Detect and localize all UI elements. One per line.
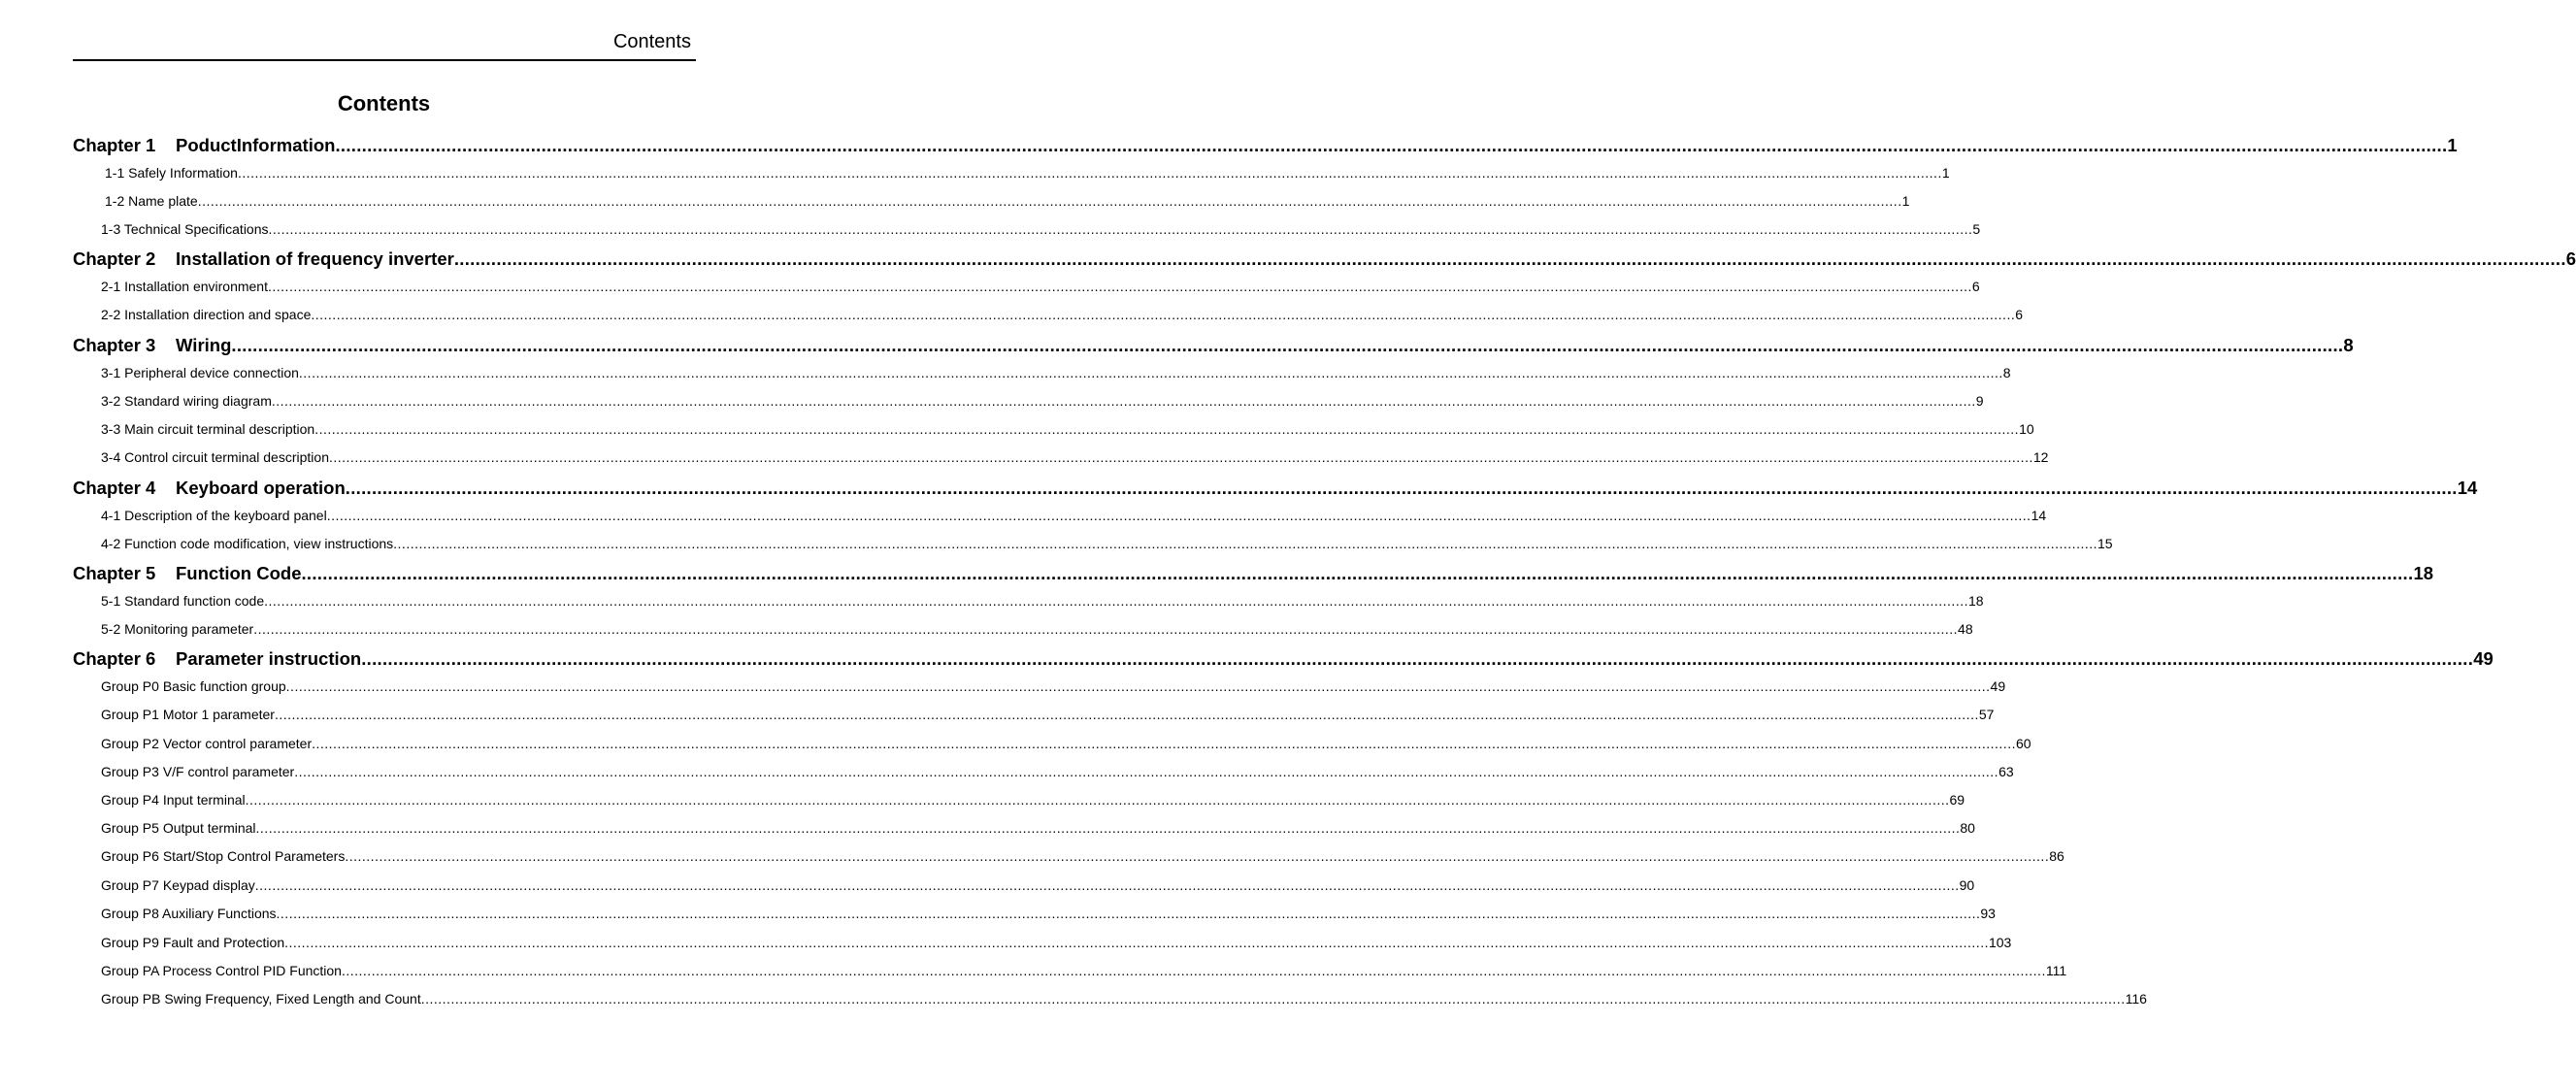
toc-page-number: 14: [2031, 508, 2047, 523]
toc-page-number: 6: [2015, 307, 2024, 322]
toc-page-number: 14: [2457, 478, 2478, 498]
dot-leader: ................................................................................................................................................................................................................................................................................................................................................................................................................: [361, 648, 2474, 669]
toc-section-entry[interactable]: [101, 364, 2011, 381]
toc-section-entry[interactable]: [101, 791, 1965, 808]
toc-page-number: 6: [2565, 248, 2576, 269]
toc-section-entry[interactable]: [101, 706, 1995, 723]
toc-section-entry[interactable]: [101, 535, 2113, 552]
toc-page-number: 93: [1980, 906, 1996, 921]
dot-leader: ................................................................................................................................................................................................................................................................................................................................................................................................................: [298, 365, 2003, 380]
toc-chapter-entry[interactable]: [73, 647, 2493, 671]
dot-leader: ................................................................................................................................................................................................................................................................................................................................................................................................................: [453, 248, 2566, 269]
toc-page-number: 1: [1941, 165, 1950, 181]
toc-section-title: 3-4 Control circuit terminal description: [101, 449, 329, 465]
toc-section-title: 5-2 Monitoring parameter: [101, 621, 254, 637]
toc-chapter-title: PoductInformation: [176, 135, 336, 155]
toc-section-title: 2-1 Installation environment: [101, 279, 268, 294]
dot-leader: ................................................................................................................................................................................................................................................................................................................................................................................................................: [274, 707, 1979, 722]
toc-page-number: 18: [1967, 593, 1984, 609]
toc-section-entry[interactable]: [101, 507, 2047, 524]
toc-page-number: 80: [1960, 820, 1975, 836]
toc-entry-label: [73, 248, 454, 271]
dot-leader: ................................................................................................................................................................................................................................................................................................................................................................................................................: [255, 820, 1961, 836]
running-header: Contents: [612, 31, 691, 52]
toc-section-title: Group P3 V/F control parameter: [101, 764, 295, 779]
toc-section-entry[interactable]: [101, 962, 2067, 979]
toc-page-number: 57: [1978, 707, 1995, 722]
dot-leader: ................................................................................................................................................................................................................................................................................................................................................................................................................: [268, 221, 1973, 237]
toc-section-title: 4-1 Description of the keyboard panel: [101, 508, 327, 523]
toc-page-number: 1: [2447, 135, 2458, 155]
toc-section-entry[interactable]: [101, 592, 1984, 610]
toc-chapter-title: Parameter instruction: [176, 648, 362, 669]
toc-section-title: 3-1 Peripheral device connection: [101, 365, 299, 380]
dot-leader: ................................................................................................................................................................................................................................................................................................................................................................................................................: [335, 135, 2448, 155]
toc-section-title: 1-2 Name plate: [105, 193, 198, 209]
dot-leader: ................................................................................................................................................................................................................................................................................................................................................................................................................: [301, 563, 2414, 583]
toc-section-entry[interactable]: [101, 306, 2024, 323]
dot-leader: ................................................................................................................................................................................................................................................................................................................................................................................................................: [326, 508, 2031, 523]
toc-entry-label: [73, 334, 231, 357]
toc-page-number: 111: [2045, 963, 2067, 978]
toc-section-entry[interactable]: [101, 420, 2034, 438]
dot-leader: ................................................................................................................................................................................................................................................................................................................................................................................................................: [285, 678, 1991, 694]
toc-entry-label: [73, 134, 335, 157]
toc-section-entry[interactable]: [105, 192, 1910, 210]
toc-section-title: 2-2 Installation direction and space: [101, 307, 312, 322]
toc-section-entry[interactable]: [101, 677, 2006, 695]
dot-leader: ................................................................................................................................................................................................................................................................................................................................................................................................................: [341, 963, 2046, 978]
toc-section-entry[interactable]: [101, 278, 1980, 295]
toc-section-title: Group P7 Keypad display: [101, 877, 255, 893]
toc-section-title: Group P6 Start/Stop Control Parameters: [101, 848, 346, 864]
dot-leader: ................................................................................................................................................................................................................................................................................................................................................................................................................: [294, 764, 1999, 779]
dot-leader: ................................................................................................................................................................................................................................................................................................................................................................................................................: [268, 279, 1972, 294]
toc-section-entry[interactable]: [101, 392, 1984, 410]
dot-leader: ................................................................................................................................................................................................................................................................................................................................................................................................................: [311, 307, 2016, 322]
dot-leader: ................................................................................................................................................................................................................................................................................................................................................................................................................: [420, 991, 2126, 1006]
dot-leader: ................................................................................................................................................................................................................................................................................................................................................................................................................: [328, 449, 2033, 465]
toc-section-title: 3-2 Standard wiring diagram: [101, 393, 272, 409]
toc-page-number: 15: [2097, 536, 2113, 551]
toc-page-number: 49: [2473, 648, 2493, 669]
toc-section-title: Group PA Process Control PID Function: [101, 963, 342, 978]
toc-page-number: 8: [2002, 365, 2011, 380]
dot-leader: ................................................................................................................................................................................................................................................................................................................................................................................................................: [345, 478, 2458, 498]
dot-leader: ................................................................................................................................................................................................................................................................................................................................................................................................................: [314, 421, 2020, 437]
toc-chapter-number: Chapter 3: [73, 335, 156, 355]
toc-chapter-title: Keyboard operation: [176, 478, 346, 498]
toc-chapter-title: Wiring: [176, 335, 232, 355]
toc-page-number: 6: [1971, 279, 1980, 294]
toc-section-title: Group P4 Input terminal: [101, 792, 246, 808]
toc-page-number: 10: [2019, 421, 2034, 437]
toc-section-entry[interactable]: [101, 448, 2049, 466]
toc-page-number: 86: [2049, 848, 2064, 864]
toc-chapter-number: Chapter 6: [73, 648, 156, 669]
dot-leader: ................................................................................................................................................................................................................................................................................................................................................................................................................: [231, 335, 2344, 355]
toc-section-entry[interactable]: [105, 164, 1950, 182]
toc-section-title: Group P0 Basic function group: [101, 678, 286, 694]
toc-section-title: Group PB Swing Frequency, Fixed Length and Count: [101, 991, 421, 1006]
toc-page-number: 116: [2125, 991, 2147, 1006]
toc-page-number: 48: [1958, 621, 1973, 637]
toc-chapter-number: Chapter 2: [73, 248, 156, 269]
toc-page-number: 90: [1959, 877, 1975, 893]
toc-chapter-title: Function Code: [176, 563, 302, 583]
dot-leader: ................................................................................................................................................................................................................................................................................................................................................................................................................: [245, 792, 1950, 808]
toc-page-number: 63: [1998, 764, 2014, 779]
toc-chapter-entry[interactable]: [73, 134, 2458, 157]
dot-leader: ................................................................................................................................................................................................................................................................................................................................................................................................................: [254, 877, 1960, 893]
toc-section-title: 1-1 Safely Information: [105, 165, 238, 181]
toc-section-entry[interactable]: [101, 905, 1996, 922]
toc-section-title: Group P1 Motor 1 parameter: [101, 707, 275, 722]
toc-section-title: 1-3 Technical Specifications: [101, 221, 269, 237]
dot-leader: ................................................................................................................................................................................................................................................................................................................................................................................................................: [312, 736, 2016, 751]
toc-chapter-entry[interactable]: [73, 477, 2478, 500]
toc-chapter-entry[interactable]: [73, 562, 2434, 585]
toc-page-number: 8: [2343, 335, 2354, 355]
toc-entry-label: [73, 477, 346, 500]
toc-section-entry[interactable]: [101, 990, 2147, 1007]
toc-chapter-entry[interactable]: [73, 248, 2576, 271]
toc-chapter-number: Chapter 1: [73, 135, 156, 155]
toc-page-number: 49: [1990, 678, 2006, 694]
toc-page-number: 18: [2413, 563, 2434, 583]
toc-section-entry[interactable]: [101, 934, 2012, 951]
toc-chapter-number: Chapter 4: [73, 478, 156, 498]
toc-section-title: Group P8 Auxiliary Functions: [101, 906, 277, 921]
toc-section-title: 4-2 Function code modification, view instructions: [101, 536, 394, 551]
toc-section-entry[interactable]: [101, 819, 1975, 837]
toc-page-number: 69: [1949, 792, 1965, 808]
toc-section-title: 3-3 Main circuit terminal description: [101, 421, 315, 437]
toc-page-number: 1: [1901, 193, 1910, 209]
dot-leader: ................................................................................................................................................................................................................................................................................................................................................................................................................: [237, 165, 1942, 181]
toc-entry-label: [73, 647, 361, 671]
toc-entry-label: [73, 562, 301, 585]
toc-section-title: Group P2 Vector control parameter: [101, 736, 313, 751]
toc-section-title: 5-1 Standard function code: [101, 593, 265, 609]
dot-leader: ................................................................................................................................................................................................................................................................................................................................................................................................................: [284, 935, 1989, 950]
dot-leader: ................................................................................................................................................................................................................................................................................................................................................................................................................: [393, 536, 2098, 551]
toc-page-number: 103: [1988, 935, 2012, 950]
toc-section-entry[interactable]: [101, 620, 1973, 638]
toc-section-title: Group P5 Output terminal: [101, 820, 256, 836]
toc-chapter-title: Installation of frequency inverter: [176, 248, 454, 269]
dot-leader: ................................................................................................................................................................................................................................................................................................................................................................................................................: [197, 193, 1902, 209]
toc-section-entry[interactable]: [101, 763, 2014, 780]
toc-page-number: 12: [2032, 449, 2049, 465]
toc-section-entry[interactable]: [101, 847, 2064, 865]
toc-section-entry[interactable]: [101, 735, 2031, 752]
toc-page-number: 60: [2015, 736, 2031, 751]
dot-leader: ................................................................................................................................................................................................................................................................................................................................................................................................................: [264, 593, 1968, 609]
toc-section-entry[interactable]: [101, 876, 1975, 894]
dot-leader: ................................................................................................................................................................................................................................................................................................................................................................................................................: [253, 621, 1959, 637]
dot-leader: ................................................................................................................................................................................................................................................................................................................................................................................................................: [345, 848, 2050, 864]
page-title: Contents: [337, 91, 431, 116]
toc-page-number: 9: [1975, 393, 1984, 409]
toc-section-title: Group P9 Fault and Protection: [101, 935, 285, 950]
toc-section-entry[interactable]: [101, 220, 1981, 238]
toc-chapter-entry[interactable]: [73, 334, 2354, 357]
dot-leader: ................................................................................................................................................................................................................................................................................................................................................................................................................: [271, 393, 1976, 409]
toc-chapter-number: Chapter 5: [73, 563, 156, 583]
toc-page-number: 5: [1972, 221, 1981, 237]
dot-leader: ................................................................................................................................................................................................................................................................................................................................................................................................................: [276, 906, 1981, 921]
